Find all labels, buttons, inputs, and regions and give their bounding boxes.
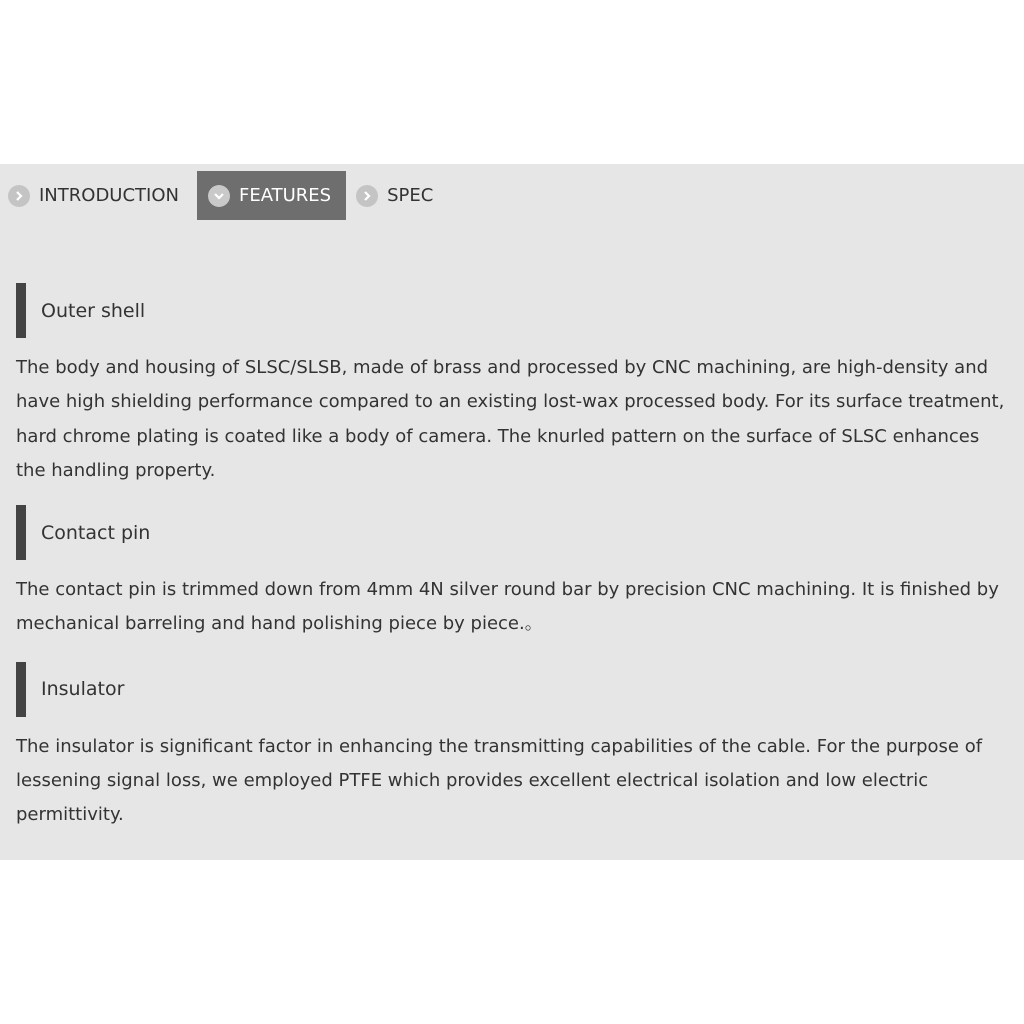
chevron-right-icon [356,185,378,207]
section-body: The insulator is significant factor in enhancing the transmitting capabilities of the cable. For the purpose of lessening signal loss, we employed PTFE which provides excellent electrical isolation and low electric permittivity. [16,735,983,826]
tab-spec[interactable] [348,171,447,220]
tab-features[interactable] [197,171,346,220]
section-outer-shell [16,283,1012,488]
tab-introduction-label: INTRODUCTION [39,185,179,206]
section-title: Contact pin [41,521,151,544]
section-title: Insulator [41,678,125,701]
heading-bar [16,662,26,717]
chevron-right-icon [8,185,30,207]
section-heading [16,505,1012,560]
tab-bar [0,171,447,220]
section-body: The body and housing of SLSC/SLSB, made of brass and processed by CNC machining, are high-density and have high shielding performance compared to an existing lost-wax processed body. For its surface treatment, hard chrome plating is coated like a body of camera. The knurled pattern on the surface of SLSC enhances the handling property. [16,357,1005,481]
section-heading [16,283,1012,338]
section-body: The contact pin is trimmed down from 4mm 4N silver round bar by precision CNC machining. It is finished by mechanical barreling and hand polishing piece by piece.。 [16,579,999,635]
tab-features-label: FEATURES [238,185,332,206]
features-content [16,283,1012,833]
heading-bar [16,283,26,338]
section-heading [16,662,1012,717]
section-insulator [16,662,1012,833]
chevron-down-icon [208,185,230,207]
section-contact-pin [16,505,1012,642]
section-title: Outer shell [41,299,146,322]
features-panel [0,164,1024,860]
heading-bar [16,505,26,560]
tab-introduction[interactable] [0,171,193,220]
tab-spec-label: SPEC [387,185,434,206]
